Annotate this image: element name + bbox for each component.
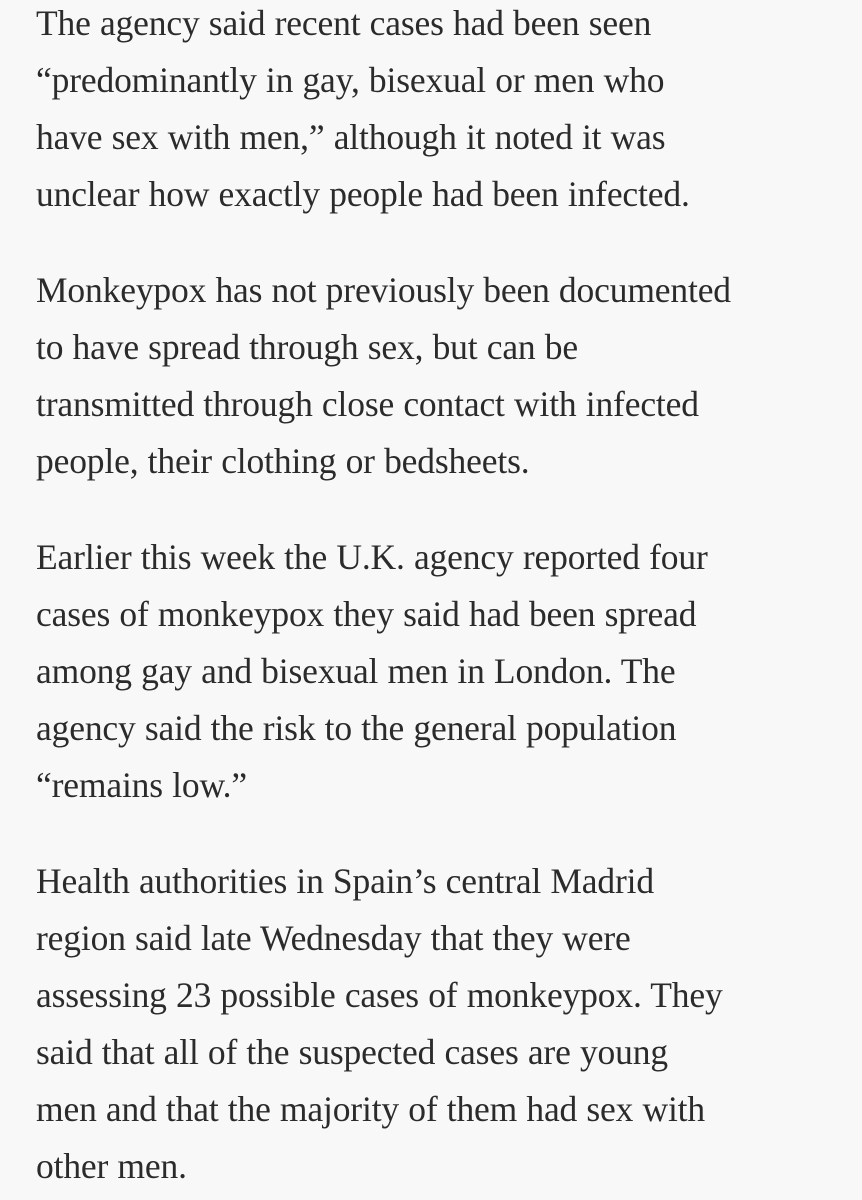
- text-line: other men.: [36, 1146, 187, 1186]
- text-line: have sex with men,” although it noted it was: [36, 117, 666, 157]
- text-line: transmitted through close contact with infected: [36, 384, 699, 424]
- text-line: region said late Wednesday that they were: [36, 918, 631, 958]
- text-line: Monkeypox has not previously been documented: [36, 270, 731, 310]
- paragraph-transmission: [36, 262, 848, 490]
- paragraph-agency-cases: [36, 0, 848, 223]
- text-line: “predominantly in gay, bisexual or men who: [36, 60, 665, 100]
- text-line: men and that the majority of them had sex with: [36, 1089, 705, 1129]
- text-line: Earlier this week the U.K. agency reported four: [36, 537, 708, 577]
- text-line: among gay and bisexual men in London. The: [36, 651, 676, 691]
- text-line: said that all of the suspected cases are young: [36, 1032, 668, 1072]
- text-line: Health authorities in Spain’s central Madrid: [36, 861, 654, 901]
- text-line: to have spread through sex, but can be: [36, 327, 578, 367]
- text-line: “remains low.”: [36, 765, 247, 805]
- text-line: The agency said recent cases had been seen: [36, 3, 652, 43]
- article-body: [36, 0, 848, 1195]
- text-line: people, their clothing or bedsheets.: [36, 441, 530, 481]
- text-line: agency said the risk to the general population: [36, 708, 677, 748]
- text-line: cases of monkeypox they said had been spread: [36, 594, 697, 634]
- paragraph-madrid: [36, 853, 848, 1195]
- text-line: unclear how exactly people had been infected.: [36, 174, 690, 214]
- paragraph-uk-agency: [36, 529, 848, 814]
- text-line: assessing 23 possible cases of monkeypox. They: [36, 975, 723, 1015]
